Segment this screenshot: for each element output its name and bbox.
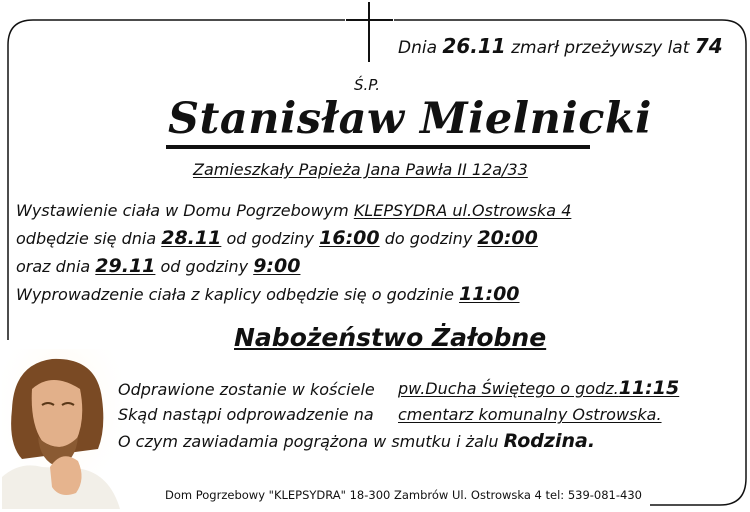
service-text-1: Odprawione zostanie w kościele: [118, 380, 375, 399]
viewing-place: KLEPSYDRA ul.Ostrowska 4: [353, 201, 572, 220]
viewing-from2-label: od godziny: [160, 257, 249, 276]
viewing-from-label: od godziny: [226, 229, 315, 248]
service-text-2: Skąd nastąpi odprowadzenie na: [118, 405, 374, 424]
family-text: O czym zawiadamia pogrążona w smutku i żalu: [118, 432, 499, 451]
name-underline: [166, 145, 590, 149]
viewing-date-prefix: odbędzie się dnia: [16, 229, 157, 248]
family-line: [118, 430, 595, 452]
family-label: Rodzina.: [503, 430, 596, 452]
death-date: 26.11: [442, 34, 506, 58]
praying-jesus-image: [2, 349, 122, 509]
viewing-to-label: do godziny: [384, 229, 473, 248]
service-place-1: [398, 377, 679, 399]
church-name: pw.Ducha Świętego o godz.: [398, 379, 619, 398]
death-prefix: Dnia: [398, 38, 438, 58]
departure-text: Wyprowadzenie ciała z kaplicy odbędzie się o godzinie: [16, 285, 454, 304]
service-heading: Nabożeństwo Żałobne: [234, 323, 547, 352]
viewing-to-time: 20:00: [477, 227, 538, 249]
departure-time: 11:00: [459, 283, 520, 305]
sp-prefix: Ś.P.: [354, 76, 381, 94]
viewing-line-4: [16, 283, 520, 305]
viewing-date2: 29.11: [95, 255, 156, 277]
viewing-text: Wystawienie ciała w Domu Pogrzebowym: [16, 201, 349, 220]
footer: Dom Pogrzebowy "KLEPSYDRA" 18-300 Zambrów Ul. Ostrowska 4 tel: 539-081-430: [165, 488, 642, 502]
viewing-from2-time: 9:00: [253, 255, 301, 277]
viewing-date: 28.11: [161, 227, 222, 249]
viewing-line-3: [16, 255, 300, 277]
viewing-line-1: [16, 201, 571, 220]
age: 74: [694, 34, 723, 58]
address: Zamieszkały Papieża Jana Pawła II 12a/33: [193, 160, 528, 179]
deceased-name: Stanisław Mielnicki: [168, 94, 653, 144]
service-time: 11:15: [618, 377, 680, 399]
viewing-from-time: 16:00: [319, 227, 380, 249]
viewing-date2-prefix: oraz dnia: [16, 257, 91, 276]
death-mid: zmarł przeżywszy lat: [511, 38, 690, 58]
cross-icon: [346, 2, 393, 62]
cemetery-name: cmentarz komunalny Ostrowska.: [398, 405, 662, 424]
death-info: [398, 34, 723, 58]
viewing-line-2: [16, 227, 538, 249]
